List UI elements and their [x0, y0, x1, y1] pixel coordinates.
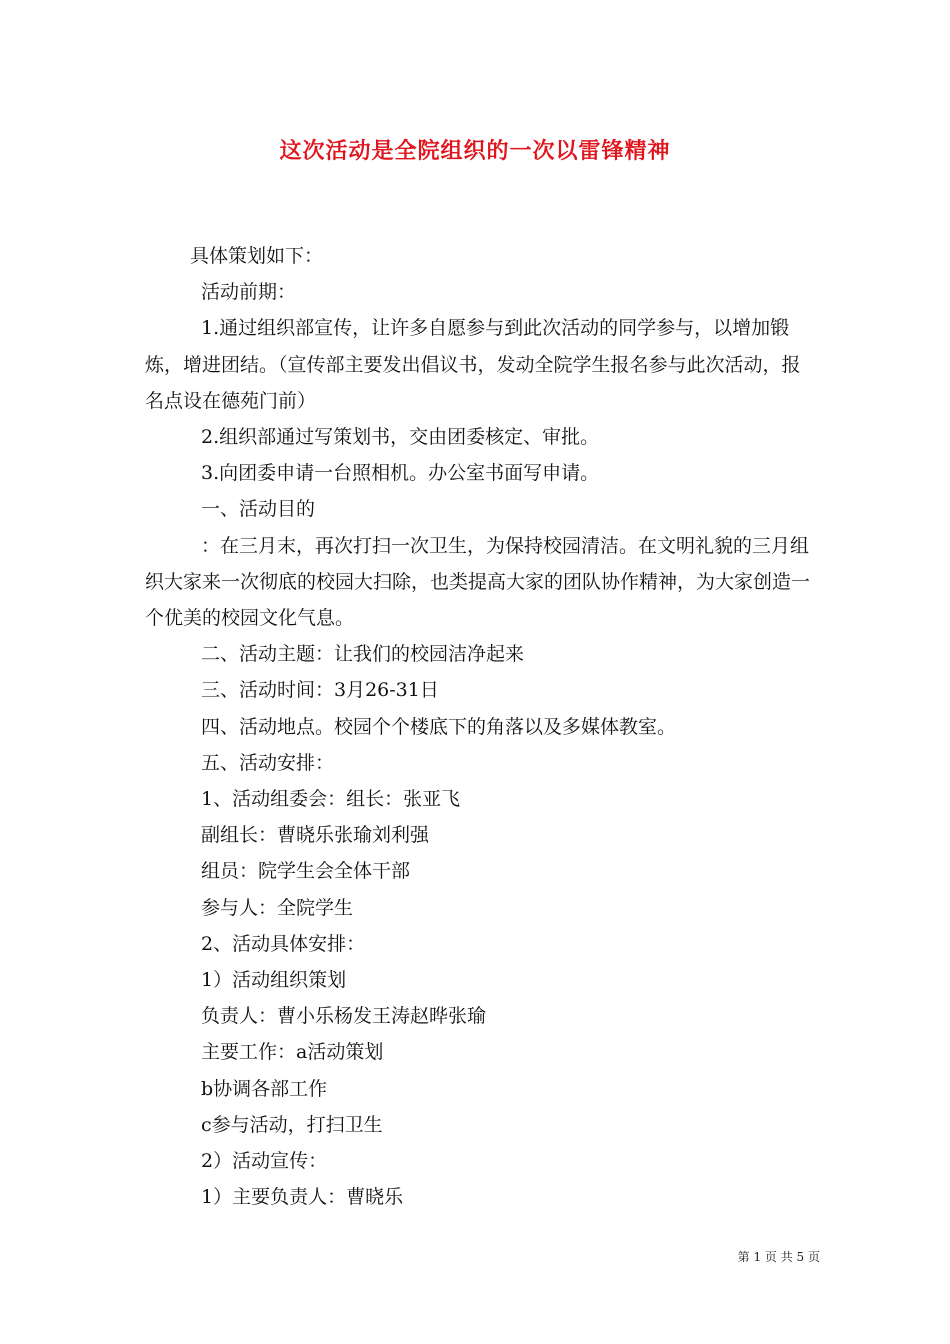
paragraph: 1）活动组织策划	[201, 969, 347, 992]
paragraph: 1）主要负责人：曹晓乐	[201, 1186, 404, 1209]
paragraph: 参与人：全院学生	[201, 896, 354, 919]
paragraph: 三、活动时间：3月26-31日	[201, 679, 439, 702]
paragraph: c参与活动，打扫卫生	[201, 1113, 383, 1136]
paragraph: 2）活动宣传：	[201, 1150, 328, 1173]
paragraph: 负责人：曹小乐杨发王涛赵晔张瑜	[201, 1005, 487, 1028]
paragraph: 2、活动具体安排：	[201, 932, 366, 955]
paragraph: b协调各部工作	[201, 1077, 328, 1100]
paragraph: 3.向团委申请一台照相机。办公室书面写申请。	[201, 462, 600, 485]
paragraph: 具体策划如下：	[190, 245, 324, 267]
paragraph: 1、活动组委会：组长：张亚飞	[201, 788, 461, 811]
document-body	[145, 238, 810, 1215]
paragraph: 组员：院学生会全体干部	[201, 860, 411, 883]
paragraph: 主要工作：a活动策划	[201, 1041, 384, 1064]
paragraph: 活动前期：	[201, 281, 297, 304]
paragraph: 2.组织部通过写策划书，交由团委核定、审批。	[201, 426, 600, 449]
page-number-footer: 第 1 页 共 5 页	[737, 1250, 820, 1264]
paragraph: ：在三月末，再次打扫一次卫生，为保持校园清洁。在文明礼貌的三月组织大家来一次彻底的校园大扫除，也类提高大家的团队协作精神，为大家创造一个优美的校园文化气息。	[145, 534, 811, 630]
document-title: 这次活动是全院组织的一次以雷锋精神	[279, 139, 671, 164]
paragraph: 四、活动地点。校园个个楼底下的角落以及多媒体教室。	[201, 715, 677, 738]
paragraph: 1.通过组织部宣传，让许多自愿参与到此次活动的同学参与，以增加锻炼，增进团结。（宣传部主要发出倡议书，发动全院学生报名参与此次活动，报名点设在德苑门前）	[145, 317, 801, 412]
paragraph: 一、活动目的	[201, 498, 316, 521]
paragraph: 二、活动主题：让我们的校园洁净起来	[201, 643, 525, 666]
paragraph: 副组长：曹晓乐张瑜刘利强	[201, 824, 430, 847]
paragraph: 五、活动安排：	[201, 751, 335, 774]
